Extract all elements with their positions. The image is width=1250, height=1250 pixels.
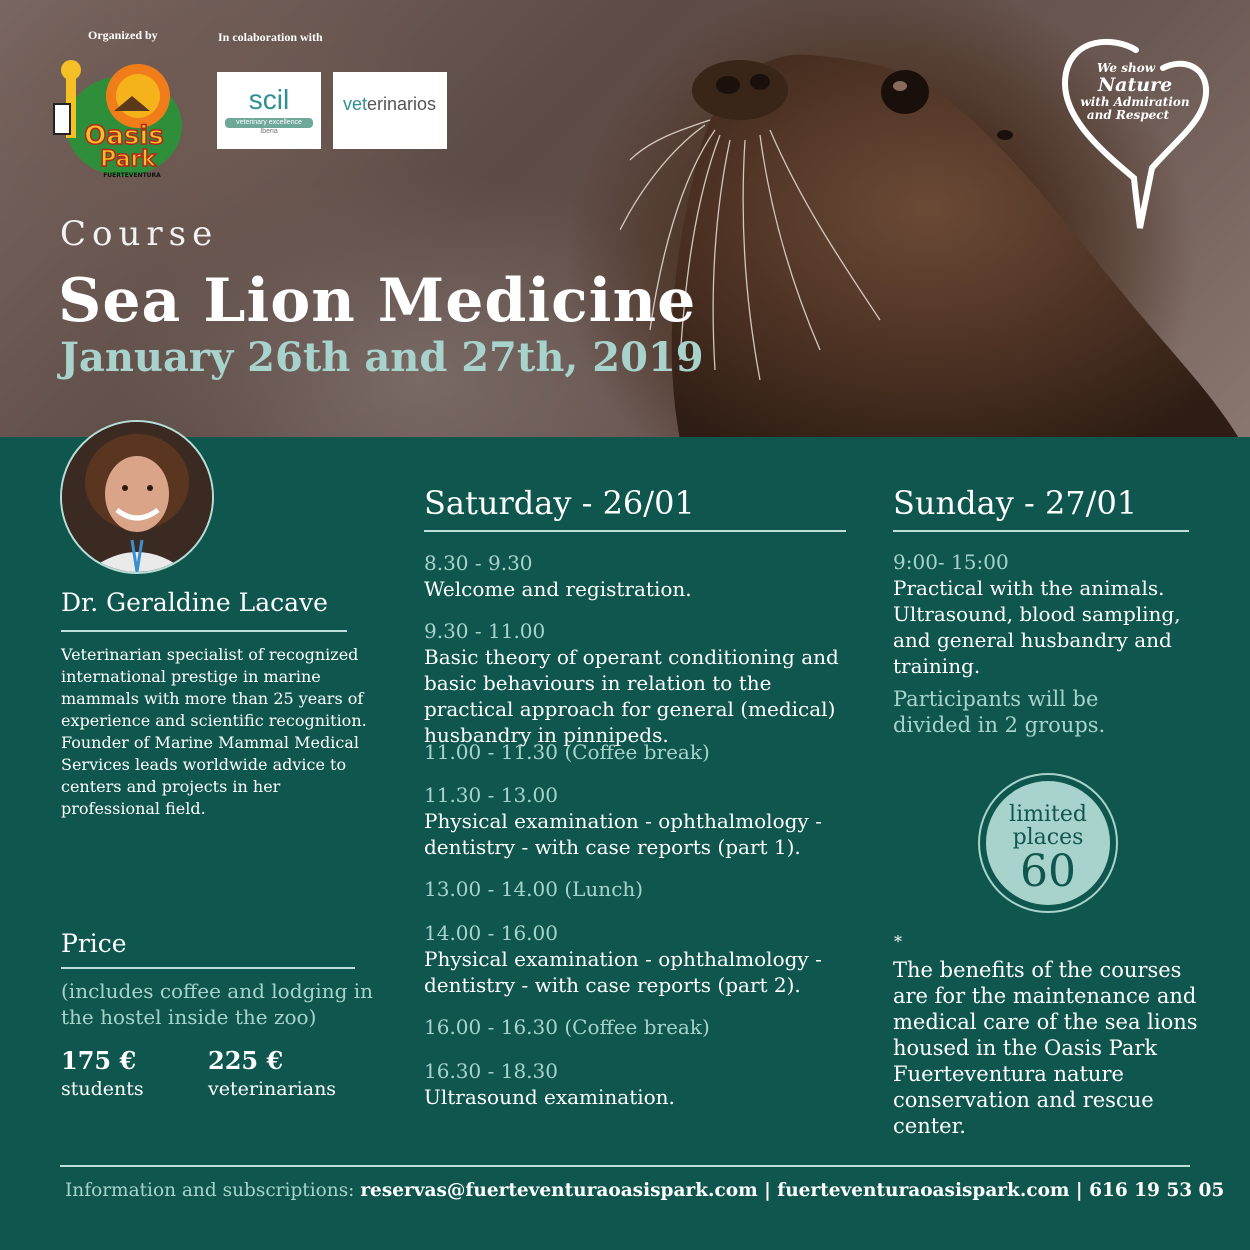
speaker-bio: Veterinarian specialist of recognized international prestige in marine mammals with more than 25 years of experience and scientific recognition. Founder of Marine Mammal Medical Services leads worldwide advice to centers and projects in her professional field. — [61, 645, 367, 818]
scil-logo-sub: Iberia — [260, 128, 278, 135]
schedule-slot — [424, 1014, 864, 1040]
price-note: (includes coffee and lodging in the hostel inside the zoo) — [61, 979, 374, 1029]
footer-label: Information and subscriptions: — [65, 1180, 355, 1201]
speaker-name: Dr. Geraldine Lacave — [61, 588, 328, 617]
badge-line4: and Respect — [1086, 108, 1170, 123]
slot-desc: Welcome and registration. — [424, 577, 692, 601]
oasis-park-logo — [52, 56, 188, 180]
sunday-slot — [893, 549, 1213, 679]
slot-time: 9:00- 15:00 — [893, 550, 1009, 574]
places-count: 60 — [1020, 846, 1076, 897]
price-veterinarians-amount: 225 € — [208, 1046, 284, 1075]
schedule-slot — [424, 618, 864, 748]
slot-desc: Physical examination - ophthalmology - dentistry - with case reports (part 1). — [424, 809, 822, 859]
slot-time: 9.30 - 11.00 — [424, 619, 546, 643]
asterisk: * — [894, 932, 902, 951]
places-line1: limited — [1009, 802, 1087, 827]
slot-time: 16.30 - 18.30 — [424, 1059, 558, 1083]
footer-info — [65, 1180, 1224, 1201]
saturday-title: Saturday - 26/01 — [424, 484, 695, 522]
slot-desc: Physical examination - ophthalmology - dentistry - with case reports (part 2). — [424, 947, 822, 997]
footer-divider — [60, 1165, 1190, 1167]
slot-time: 11.30 - 13.00 — [424, 783, 558, 807]
oasis-logo-line3: FUERTEVENTURA — [103, 172, 161, 179]
badge-line1: We show — [1096, 61, 1156, 75]
badge-line2: Nature — [1097, 74, 1173, 97]
scil-logo-tagline: veterinary excellence — [225, 118, 313, 128]
veterinarios-partner-logo — [333, 72, 447, 149]
slot-time: 11.00 - 11.30 (Coffee break) — [424, 740, 710, 764]
speaker-avatar — [60, 420, 214, 574]
price-divider — [61, 967, 355, 969]
course-label: Course — [60, 214, 219, 254]
schedule-slot — [424, 876, 864, 902]
saturday-divider — [424, 530, 846, 532]
benefits-note: The benefits of the courses are for the maintenance and medical care of the sea lions housed in the Oasis Park Fuerteventura nature conservation and rescue center. — [893, 958, 1198, 1138]
groups-note: Participants will be divided in 2 groups. — [893, 687, 1106, 737]
sunday-title: Sunday - 27/01 — [893, 484, 1138, 522]
price-students-amount: 175 € — [61, 1046, 137, 1075]
price-students-label: students — [61, 1078, 144, 1100]
places-line2: places — [1012, 825, 1084, 850]
speaker-divider — [61, 630, 347, 632]
vet-logo-prefix: vet — [343, 94, 368, 114]
slot-desc: Practical with the animals. Ultrasound, blood sampling, and general husbandry and training. — [893, 576, 1181, 678]
organized-by-label: Organized by — [88, 28, 158, 42]
schedule-slot — [424, 1058, 864, 1110]
slot-time: 13.00 - 14.00 (Lunch) — [424, 877, 644, 901]
speaker-photo — [62, 422, 212, 572]
schedule-slot — [424, 920, 864, 998]
oasis-logo-line2: Park — [100, 147, 156, 172]
course-title: Sea Lion Medicine — [58, 266, 697, 336]
hero-banner — [0, 0, 1250, 437]
slot-time: 8.30 - 9.30 — [424, 551, 533, 575]
schedule-slot — [424, 739, 864, 765]
slot-desc: Basic theory of operant conditioning and basic behaviours in relation to the practical approach for general (medical) husbandry in pinnipeds. — [424, 645, 839, 747]
course-dates: January 26th and 27th, 2019 — [60, 334, 704, 381]
oasis-logo-line1: Oasis — [84, 121, 164, 151]
scil-logo-name: scil — [248, 84, 290, 115]
price-label: Price — [61, 929, 127, 958]
price-veterinarians-label: veterinarians — [208, 1078, 337, 1100]
slot-time: 14.00 - 16.00 — [424, 921, 558, 945]
vet-logo-suffix: erinarios — [367, 94, 437, 114]
schedule-slot — [424, 550, 864, 602]
slot-time: 16.00 - 16.30 (Coffee break) — [424, 1015, 710, 1039]
scil-partner-logo — [217, 72, 321, 149]
limited-places-badge — [978, 773, 1118, 913]
slot-desc: Ultrasound examination. — [424, 1085, 675, 1109]
collaboration-label: In colaboration with — [218, 30, 323, 44]
footer-contact: reservas@fuerteventuraoasispark.com | fuerteventuraoasispark.com | 616 19 53 05 — [360, 1180, 1225, 1201]
sunday-divider — [893, 530, 1189, 532]
badge-line3: with Admiration — [1080, 95, 1190, 110]
nature-badge-text — [1070, 62, 1200, 122]
schedule-slot — [424, 782, 864, 860]
